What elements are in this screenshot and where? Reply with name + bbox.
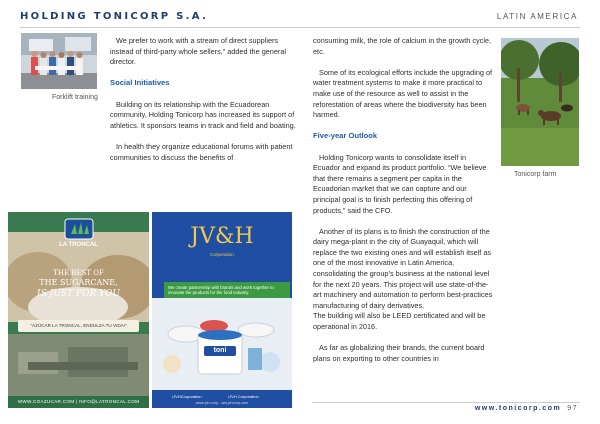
paragraph: Holding Tonicorp wants to consolidate itself in Ecuador and expand its product portfolio. “We believe that there remains a segment per capita in the Ecuadorian market that we can capture and our principal goal is to finish perfecting this offering of products,” said the CFO. <box>313 152 487 215</box>
page-number: 97 <box>567 405 578 412</box>
paragraph: We prefer to work with a stream of direct suppliers instead of third-party whole sellers,” added the general director. <box>110 36 287 67</box>
jvh-logo: JV&H <box>190 224 254 249</box>
header-rule <box>20 27 580 28</box>
forklift-training-photo <box>21 33 97 89</box>
farm-caption: Tonicorp farm <box>514 171 557 178</box>
paragraph: The building will also be LEED certificated and will be operational in 2016. <box>313 311 486 332</box>
dairy-products-image <box>152 298 292 390</box>
article-column-2 <box>313 36 495 375</box>
forklift-caption: Forklift training <box>52 94 98 101</box>
paragraph: In health they organize educational forums with patient communities to discuss the benefits of <box>110 141 293 162</box>
product-brand-label: toni <box>213 347 227 354</box>
footer-website: www.tonicorp.com <box>474 405 562 412</box>
ad-footer-contact: WWW.COAZUCAR.COM | INFO@LATRONCAL.COM <box>17 399 140 404</box>
paragraph: Some of its ecological efforts include the upgrading of water treatment systems to make it more practical to make use of the resource as well to assist in the reforestation of areas where the biodiversity has been harmed. <box>313 67 493 120</box>
jvh-tagline-banner: We create partnership with brands and work together to innovate the products for the food industry. <box>164 282 290 299</box>
page-footer <box>475 405 578 412</box>
ad-headline-line-3: IS JUST FOR YOU <box>37 289 120 299</box>
jvh-website: www.jvh-corp...ww.jvhcorp.com <box>195 401 249 405</box>
ad-slogan-banner: “AZÚCAR LA TRONCAL, ENDULZA TU VIDA!” <box>18 320 139 332</box>
paragraph: consuming milk, the role of calcium in the growth cycle, etc. <box>313 36 492 56</box>
section-heading-social: Social Initiatives <box>110 78 170 88</box>
paragraph: Building on its relationship with the Ecuadorean community, Holding Tonicorp has increased its support of athletics. It sponsors teams in track and field and boating. <box>110 99 296 130</box>
magazine-section-title: HOLDING TONICORP S.A. <box>20 11 209 22</box>
jvh-advertisement <box>152 212 292 408</box>
social-handle-2: /JVH Corporation <box>228 394 259 399</box>
ad-headline-line-2: THE SUGARCANE, <box>39 278 118 287</box>
jvh-logo-subtitle: Corporation <box>210 252 234 257</box>
paragraph: Another of its plans is to finish the construction of the dairy mega-plant in the city of Guayaquil, which will replace the two existing ones and will establish itself as one of the most innovative in Latin America, consolidating the group’s business at the national level for the next 20 years. This project will use state-of-the-art machinery and automation to perform best-practices manufacturing of dairy derivatives. <box>313 226 493 310</box>
ad-brand-name: LA TRONCAL <box>59 242 98 248</box>
la-troncal-advertisement <box>8 212 149 408</box>
article-column-1 <box>110 36 300 174</box>
ad-headline-line-1: THE BEST OF <box>53 269 104 277</box>
footer-rule <box>312 402 580 403</box>
region-label: LATIN AMERICA <box>496 12 578 21</box>
social-handle-1: /JVHCorporation <box>172 394 202 399</box>
paragraph: As far as globalizing their brands, the current board plans on exporting to other countries in <box>313 343 485 363</box>
section-heading-outlook: Five-year Outlook <box>313 131 378 141</box>
la-troncal-logo-icon <box>64 218 94 240</box>
tonicorp-farm-photo <box>501 38 579 166</box>
